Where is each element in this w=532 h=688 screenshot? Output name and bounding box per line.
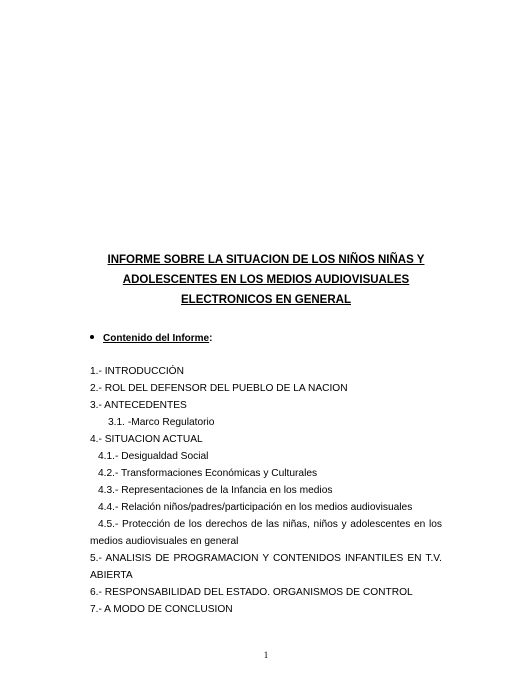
contents-heading [90,332,212,346]
toc-item-5-line-2: ABIERTA [90,570,133,581]
contents-colon: : [209,333,213,344]
toc-item-2: 2.- ROL DEL DEFENSOR DEL PUEBLO DE LA NACION [90,383,348,394]
toc-item-3-1: 3.1. -Marco Regulatorio [108,417,215,428]
toc-item-4-1: 4.1.- Desigualdad Social [98,451,209,462]
page-number: 1 [263,650,269,660]
toc-item-4: 4.- SITUACION ACTUAL [90,434,203,445]
report-title-line-3: ELECTRONICOS EN GENERAL [181,294,351,306]
bullet-icon [90,335,94,339]
report-title-line-2: ADOLESCENTES EN LOS MEDIOS AUDIOVISUALES [122,274,410,286]
toc-item-4-5-line-2: medios audiovisuales en general [90,536,239,547]
toc-item-4-5-line-1: 4.5.- Protección de los derechos de las niñas, niños y adolescentes en los [98,519,442,530]
toc-item-6: 6.- RESPONSABILIDAD DEL ESTADO. ORGANISMOS DE CONTROL [90,587,413,598]
toc-item-4-3: 4.3.- Representaciones de la Infancia en los medios [98,485,333,496]
toc-item-4-2: 4.2.- Transformaciones Económicas y Culturales [98,468,318,479]
report-title-line-1: INFORME SOBRE LA SITUACION DE LOS NIÑOS NIÑAS Y [107,254,425,266]
contents-label: Contenido del Informe [103,333,210,344]
toc-item-7: 7.- A MODO DE CONCLUSION [90,604,233,615]
toc-item-3: 3.- ANTECEDENTES [90,400,187,411]
toc-item-4-4: 4.4.- Relación niños/padres/participación en los medios audiovisuales [98,502,413,513]
toc-item-1: 1.- INTRODUCCIÓN [90,366,184,377]
toc-item-5-line-1: 5.- ANALISIS DE PROGRAMACION Y CONTENIDOS INFANTILES EN T.V. [90,553,442,564]
